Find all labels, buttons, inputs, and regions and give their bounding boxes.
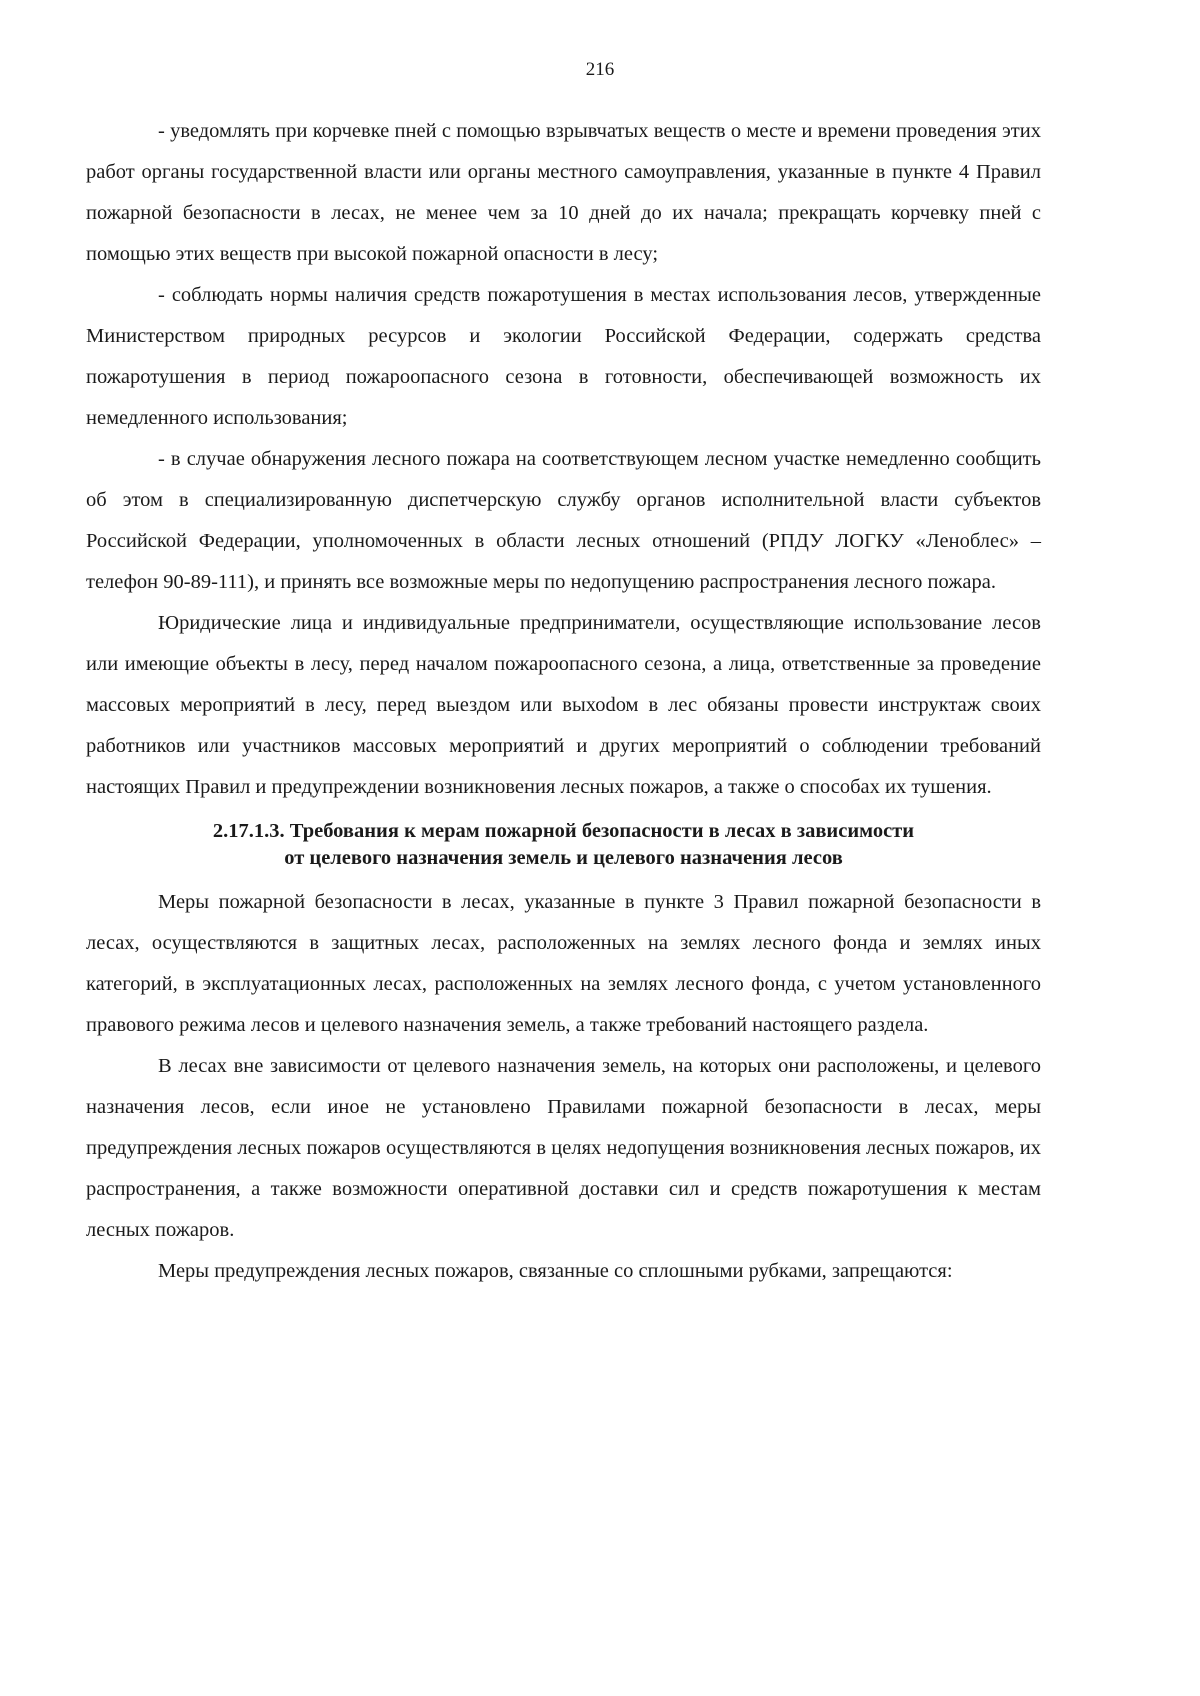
paragraph-notify-stump-blasting: - уведомлять при корчевке пней с помощью взрывчатых веществ о месте и времени проведения этих работ органы государственной власти или органы местного самоуправления, указанные в пункте 4 Правил пожарной безопасности в лесах, не менее чем за 10 дней до их начала; прекращать корчевку пней с помощью этих веществ при высокой пожарной опасности в лесу; (86, 120, 1041, 265)
document-body (86, 111, 1041, 1292)
section-heading (86, 818, 1041, 872)
paragraph-prevention-measures: В лесах вне зависимости от целевого назначения земель, на которых они расположены, и целевого назначения лесов, если иное не установлено Правилами пожарной безопасности в лесах, меры предупреждения лесных пожаров осуществляются в целях недопущения возникновения лесных пожаров, их распространения, а также возможности оперативной доставки сил и средств пожаротушения к местам лесных пожаров. (86, 1055, 1041, 1241)
paragraph-briefing-obligation: Юридические лица и индивидуальные предприниматели, осуществляющие использование лесов или имеющие объекты в лесу, перед началом пожароопасного сезона, а лица, ответственные за проведение массовых мероприятий в лесу, перед выездом или выхоdом в лес обязаны провести инструктаж своих работников или участников массовых мероприятий и других мероприятий о соблюдении требований настоящих Правил и предупреждении возникновения лесных пожаров, а также о способах их тушения. (86, 612, 1041, 798)
paragraph-clear-cutting: Меры предупреждения лесных пожаров, связанные со сплошными рубками, запрещаются: (158, 1260, 953, 1282)
section-heading-line-1: 2.17.1.3. Требования к мерам пожарной безопасности в лесах в зависимости (212, 820, 915, 842)
paragraph-fire-safety-measures: Меры пожарной безопасности в лесах, указанные в пункте 3 Правил пожарной безопасности в лесах, осуществляются в защитных лесах, расположенных на землях лесного фонда и землях иных категорий, в эксплуатационных лесах, расположенных на землях лесного фонда, с учетом установленного правового режима лесов и целевого назначения земель, а также требований настоящего раздела. (86, 891, 1041, 1036)
section-heading-line-2: от целевого назначения земель и целевого назначения лесов (284, 847, 843, 869)
paragraph-firefighting-equipment: - соблюдать нормы наличия средств пожаротушения в местах использования лесов, утвержденные Министерством природных ресурсов и экологии Российской Федерации, содержать средства пожаротушения в период пожароопасного сезона в готовности, обеспечивающей возможность их немедленного использования; (86, 284, 1041, 429)
page-number: 216 (585, 59, 615, 80)
paragraph-fire-reporting: - в случае обнаружения лесного пожара на соответствующем лесном участке немедленно сообщить об этом в специализированную диспетчерскую службу органов исполнительной власти субъектов Российской Федерации, уполномоченных в области лесных отношений (РПДУ ЛОГКУ «Леноблес» – телефон 90-89-111), и принять все возможные меры по недопущению распространения лесного пожара. (86, 448, 1041, 593)
